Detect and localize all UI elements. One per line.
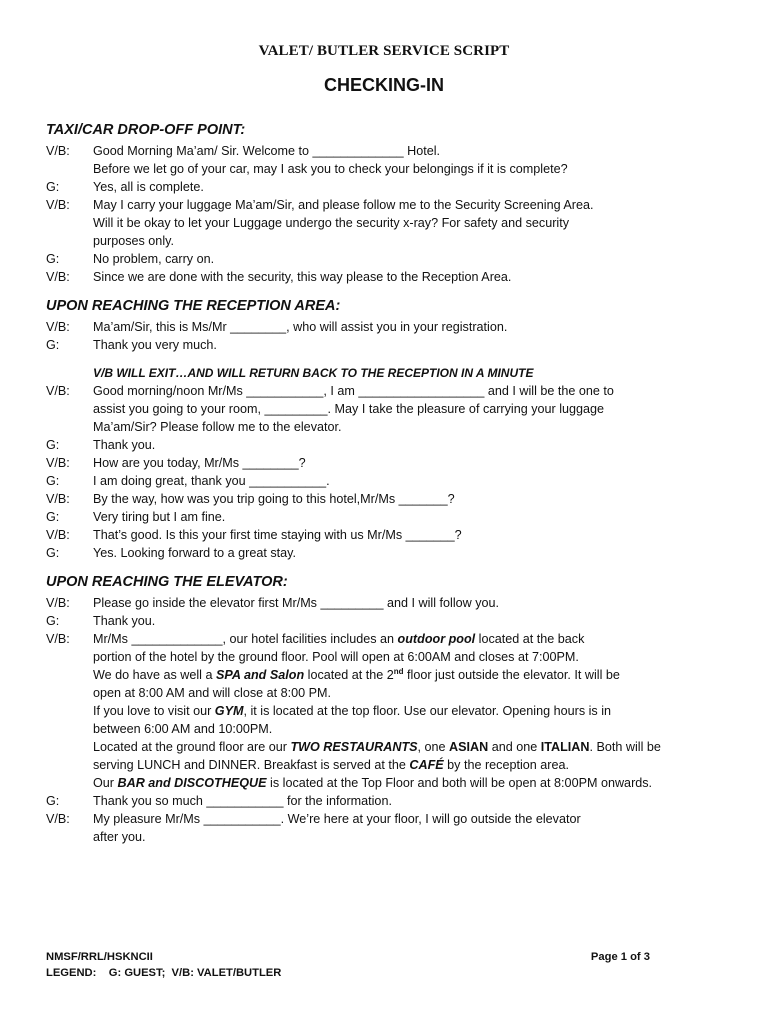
dialogue-row xyxy=(46,436,726,454)
text-run: If you love to visit our xyxy=(93,704,215,718)
dialogue-row xyxy=(46,142,726,178)
dialogue-text xyxy=(93,318,726,336)
dialogue-line: Good morning/noon Mr/Ms ___________, I am __________________ and I will be the one to xyxy=(93,384,614,398)
speaker-label: G: xyxy=(46,546,60,560)
text-run: is located at the Top Floor and both will be open at 8:00PM onwards. xyxy=(266,776,653,790)
text-run: and one xyxy=(488,740,541,754)
dialogue-text xyxy=(93,508,726,526)
speaker-label: V/B: xyxy=(46,320,70,334)
speaker-label: V/B: xyxy=(46,384,70,398)
dialogue-text xyxy=(93,630,726,792)
speaker-label: V/B: xyxy=(46,528,70,542)
dialogue-line: after you. xyxy=(93,830,146,844)
text-run: serving LUNCH and DINNER. Breakfast is served at the xyxy=(93,758,410,772)
dialogue-line: Yes, all is complete. xyxy=(93,180,204,194)
dialogue-line: between 6:00 AM and 10:00PM. xyxy=(93,722,273,736)
text-run: , one xyxy=(417,740,450,754)
page-footer xyxy=(46,949,650,981)
dialogue-line: How are you today, Mr/Ms ________? xyxy=(93,456,306,470)
dialogue-line: That’s good. Is this your first time staying with us Mr/Ms _______? xyxy=(93,528,462,542)
speaker-label: V/B: xyxy=(46,632,70,646)
dialogue-line xyxy=(93,630,726,648)
dialogue-text xyxy=(93,526,726,544)
text-run: located at the 2 xyxy=(304,668,394,682)
section-elevator xyxy=(46,572,726,846)
dialogue-line: assist you going to your room, _________. May I take the pleasure of carrying your luggage xyxy=(93,402,605,416)
legend: LEGEND: G: GUEST; V/B: VALET/BUTLER xyxy=(46,967,282,979)
document-title: VALET/ BUTLER SERVICE SCRIPT xyxy=(258,43,510,59)
dialogue-line: Ma’am/Sir? Please follow me to the elevator. xyxy=(93,420,342,434)
text-run: Located at the ground floor are our xyxy=(93,740,291,754)
dialogue-row xyxy=(46,526,726,544)
dialogue-line: Will it be okay to let your Luggage undergo the security x-ray? For safety and security xyxy=(93,216,569,230)
section-heading: TAXI/CAR DROP-OFF POINT: xyxy=(46,122,246,138)
dialogue-row xyxy=(46,250,726,268)
speaker-label: G: xyxy=(46,510,60,524)
dialogue-line: Thank you very much. xyxy=(93,338,217,352)
speaker-label: V/B: xyxy=(46,456,70,470)
dialogue-line: Before we let go of your car, may I ask you to check your belongings if it is complete? xyxy=(93,162,568,176)
dialogue-line: purposes only. xyxy=(93,234,174,248)
speaker-label: V/B: xyxy=(46,270,70,284)
text-run: . Both will be xyxy=(589,740,661,754)
text-run: located at the back xyxy=(475,632,585,646)
dialogue-text xyxy=(93,382,726,436)
dialogue-line: Good Morning Ma’am/ Sir. Welcome to _____________ Hotel. xyxy=(93,144,440,158)
dialogue-text xyxy=(93,178,726,196)
dialogue-row xyxy=(46,630,726,792)
dialogue-text xyxy=(93,454,726,472)
speaker-label: G: xyxy=(46,338,60,352)
dialogue-line: Please go inside the elevator first Mr/Ms _________ and I will follow you. xyxy=(93,596,500,610)
dialogue-row xyxy=(46,382,726,436)
dialogue-text xyxy=(93,250,726,268)
dialogue-line xyxy=(93,774,726,792)
document-subtitle: CHECKING-IN xyxy=(324,75,444,95)
dialogue-row xyxy=(46,454,726,472)
dialogue-text xyxy=(93,490,726,508)
dialogue-text xyxy=(93,792,726,810)
dialogue-row xyxy=(46,196,726,250)
dialogue-line xyxy=(93,756,726,774)
dialogue-line: Thank you. xyxy=(93,438,156,452)
speaker-label: V/B: xyxy=(46,492,70,506)
speaker-label: G: xyxy=(46,438,60,452)
dialogue-line: Since we are done with the security, this way please to the Reception Area. xyxy=(93,270,512,284)
dialogue-text xyxy=(93,436,726,454)
stage-direction-note: V/B WILL EXIT…AND WILL RETURN BACK TO THE RECEPTION IN A MINUTE xyxy=(93,366,534,380)
highlight-asian: ASIAN xyxy=(449,740,489,754)
dialogue-line xyxy=(93,702,726,720)
highlight-gym: GYM xyxy=(214,704,244,718)
dialogue-row xyxy=(46,792,726,810)
dialogue-row xyxy=(46,612,726,630)
dialogue-row xyxy=(46,178,726,196)
dialogue-row xyxy=(46,594,726,612)
page-number: Page 1 of 3 xyxy=(590,951,650,963)
dialogue-text xyxy=(93,268,726,286)
dialogue-row xyxy=(46,508,726,526)
highlight-two-restaurants: TWO RESTAURANTS xyxy=(290,740,418,754)
dialogue-row xyxy=(46,336,726,354)
speaker-label: G: xyxy=(46,180,60,194)
speaker-label: V/B: xyxy=(46,812,70,826)
dialogue-text xyxy=(93,142,726,178)
section-reception xyxy=(46,296,726,562)
script-content xyxy=(46,120,726,856)
dialogue-text xyxy=(93,544,726,562)
speaker-label: G: xyxy=(46,794,60,808)
highlight-bar-discotheque: BAR and DISCOTHEQUE xyxy=(117,776,267,790)
text-run: Our xyxy=(93,776,118,790)
dialogue-line: Very tiring but I am fine. xyxy=(93,510,226,524)
section-drop-off xyxy=(46,120,726,286)
dialogue-text xyxy=(93,196,726,250)
dialogue-row xyxy=(46,490,726,508)
text-run: We do have as well a xyxy=(93,668,216,682)
dialogue-line: open at 8:00 AM and will close at 8:00 PM. xyxy=(93,686,332,700)
speaker-label: G: xyxy=(46,474,60,488)
dialogue-line: No problem, carry on. xyxy=(93,252,215,266)
highlight-spa-salon: SPA and Salon xyxy=(215,668,305,682)
speaker-label: V/B: xyxy=(46,144,70,158)
dialogue-text xyxy=(93,472,726,490)
dialogue-line: I am doing great, thank you ___________. xyxy=(93,474,330,488)
dialogue-line: portion of the hotel by the ground floor. Pool will open at 6:00AM and closes at 7:00PM. xyxy=(93,650,579,664)
highlight-outdoor-pool: outdoor pool xyxy=(397,632,476,646)
text-run: by the reception area. xyxy=(443,758,569,772)
text-run: , it is located at the top floor. Use our elevator. Opening hours is in xyxy=(243,704,612,718)
ordinal-suffix: nd xyxy=(393,666,404,676)
highlight-cafe: CAFÉ xyxy=(409,758,444,772)
dialogue-row xyxy=(46,318,726,336)
section-heading: UPON REACHING THE RECEPTION AREA: xyxy=(46,298,341,314)
dialogue-line: Thank you so much ___________ for the information. xyxy=(93,794,392,808)
dialogue-row xyxy=(46,268,726,286)
speaker-label: G: xyxy=(46,614,60,628)
dialogue-text xyxy=(93,594,726,612)
speaker-label: V/B: xyxy=(46,596,70,610)
dialogue-line xyxy=(93,666,726,684)
dialogue-row xyxy=(46,472,726,490)
dialogue-text xyxy=(93,336,726,354)
text-run: floor just outside the elevator. It will be xyxy=(403,668,620,682)
document-code: NMSF/RRL/HSKNCII xyxy=(46,951,153,963)
highlight-italian: ITALIAN xyxy=(540,740,590,754)
dialogue-row xyxy=(46,544,726,562)
speaker-label: G: xyxy=(46,252,60,266)
dialogue-row xyxy=(46,810,726,846)
dialogue-line: My pleasure Mr/Ms ___________. We’re here at your floor, I will go outside the elevator xyxy=(93,812,581,826)
speaker-label: V/B: xyxy=(46,198,70,212)
dialogue-line: By the way, how was you trip going to this hotel,Mr/Ms _______? xyxy=(93,492,455,506)
dialogue-line: Thank you. xyxy=(93,614,156,628)
dialogue-line: May I carry your luggage Ma’am/Sir, and please follow me to the Security Screening Area. xyxy=(93,198,594,212)
dialogue-line: Ma’am/Sir, this is Ms/Mr ________, who will assist you in your registration. xyxy=(93,320,508,334)
dialogue-text xyxy=(93,810,726,846)
text-run: Mr/Ms _____________, our hotel facilities includes an xyxy=(93,632,398,646)
dialogue-line xyxy=(93,738,726,756)
dialogue-text xyxy=(93,612,726,630)
section-heading: UPON REACHING THE ELEVATOR: xyxy=(46,574,288,590)
dialogue-line: Yes. Looking forward to a great stay. xyxy=(93,546,297,560)
